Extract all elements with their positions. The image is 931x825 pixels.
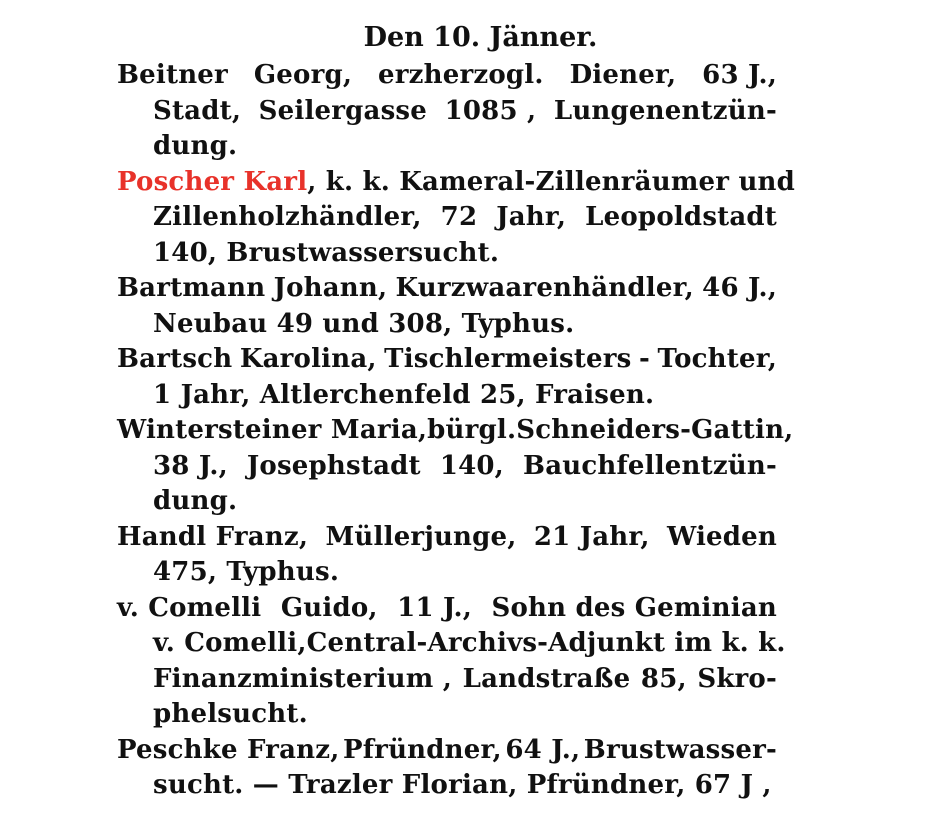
- register-entry: [117, 271, 777, 342]
- entry-text: dung.: [153, 486, 238, 516]
- entry-text: Wintersteiner Maria,: [117, 415, 428, 445]
- entry-text: Pfründner,: [343, 734, 502, 765]
- entry-text: Wieden: [667, 521, 777, 552]
- entry-line: [117, 129, 777, 165]
- entry-text: Peschke Franz,: [117, 734, 340, 765]
- entry-text: Fraisen.: [535, 379, 655, 410]
- entry-text: Brustwassersucht.: [226, 237, 500, 268]
- register-entry: [117, 413, 794, 520]
- register-entry: [117, 733, 777, 804]
- entry-text: Tischlermeisters: [384, 344, 632, 374]
- entry-line: [117, 591, 777, 627]
- entry-line: [117, 307, 777, 343]
- entry-text: 67 J ,: [694, 770, 772, 800]
- entry-text: 475,: [153, 557, 218, 587]
- entry-line: [117, 378, 777, 414]
- entry-text: Trazler Florian,: [288, 770, 518, 800]
- entry-text: Müllerjunge,: [325, 521, 517, 552]
- entry-text: Pfründner,: [526, 770, 686, 800]
- entry-text: 64 J.,: [505, 734, 581, 765]
- entry-text: v. Comelli,: [153, 628, 307, 658]
- register-entry: [117, 342, 777, 413]
- entry-line: [117, 733, 777, 769]
- entry-line: [117, 768, 777, 804]
- entry-text: Finanzministerium ,: [153, 663, 453, 694]
- entry-text: Diener,: [569, 60, 677, 90]
- entry-text: 46 J.,: [702, 273, 777, 303]
- entry-text: -: [639, 344, 651, 374]
- entry-text: Handl Franz,: [117, 521, 309, 552]
- entry-line: [117, 200, 777, 236]
- entry-text: Bartsch: [117, 344, 233, 374]
- entry-line: [117, 449, 777, 485]
- register-entry: [117, 165, 796, 272]
- entry-text: sucht. —: [153, 770, 279, 800]
- death-register-entries: [117, 58, 796, 804]
- entry-line: [117, 662, 777, 698]
- entry-text: Jahr,: [180, 379, 251, 410]
- entry-text: 1: [153, 379, 172, 410]
- entry-text: Kurzwaarenhändler,: [395, 273, 694, 303]
- entry-text: 21 Jahr,: [533, 521, 650, 552]
- entry-text: Johann,: [273, 273, 388, 303]
- entry-line: [117, 236, 777, 272]
- entry-line: [117, 271, 777, 307]
- entry-text: Lungenentzün-: [553, 95, 777, 126]
- entry-text: 72: [440, 202, 478, 232]
- register-entry: [117, 58, 777, 165]
- entry-text: Typhus.: [226, 557, 340, 587]
- entry-text: Stadt,: [153, 95, 242, 126]
- entry-text: 38 J.,: [153, 450, 228, 481]
- entry-text: Seilergasse: [258, 95, 428, 126]
- entry-text: Josephstadt: [246, 450, 421, 481]
- entry-text: Jahr,: [496, 202, 567, 232]
- entry-text: Landstraße: [462, 663, 631, 694]
- highlighted-name: Poscher Karl: [117, 166, 308, 197]
- entry-text: Altlerchenfeld 25,: [259, 379, 526, 410]
- entry-line: [117, 626, 786, 662]
- entry-text: Typhus.: [461, 308, 575, 339]
- entry-text: erzherzogl.: [378, 60, 544, 90]
- entry-text: dung.: [153, 131, 238, 161]
- entry-text: 140,: [153, 237, 218, 268]
- entry-text: 1085 ,: [444, 95, 537, 126]
- entry-text: Sohn des Geminian: [491, 592, 777, 623]
- entry-text: Neubau 49 und 308,: [153, 308, 453, 339]
- entry-text: , k. k. Kameral-Zillenräumer und: [307, 166, 796, 197]
- entry-text: Guido,: [280, 592, 378, 623]
- entry-line: [117, 520, 777, 556]
- entry-line: [117, 413, 794, 449]
- entry-text: Leopoldstadt: [585, 202, 777, 232]
- entry-line: [117, 342, 777, 378]
- entry-text: 11 J.,: [397, 592, 472, 623]
- entry-text: Skro-: [697, 663, 777, 694]
- entry-line: [117, 484, 777, 520]
- entry-text: Bartmann: [117, 273, 266, 303]
- entry-line: [117, 555, 777, 591]
- register-entry: [117, 591, 786, 733]
- entry-line: [117, 94, 777, 130]
- entry-line: [117, 165, 796, 201]
- entry-text: Beitner: [117, 60, 228, 90]
- entry-text: Georg,: [253, 60, 353, 90]
- register-entry: [117, 520, 777, 591]
- entry-text: Bauchfellentzün-: [523, 450, 777, 481]
- entry-text: 140,: [439, 450, 504, 481]
- entry-text: Karolina,: [239, 344, 377, 374]
- entry-text: Central-Archivs-Adjunkt im k. k.: [306, 628, 786, 658]
- entry-text: bürgl.: [427, 415, 517, 445]
- page-heading: Den 10. Jänner.: [363, 22, 598, 53]
- entry-text: Zillenholzhändler,: [153, 202, 422, 232]
- entry-text: Schneiders-Gattin,: [516, 415, 794, 445]
- entry-text: v. Comelli: [117, 592, 262, 623]
- entry-text: Tochter,: [657, 344, 777, 374]
- entry-line: [117, 697, 777, 733]
- entry-line: [117, 58, 777, 94]
- entry-text: 63 J.,: [702, 60, 777, 90]
- entry-text: Brustwasser-: [583, 734, 777, 765]
- entry-text: phelsucht.: [153, 699, 308, 729]
- entry-text: 85,: [640, 663, 687, 694]
